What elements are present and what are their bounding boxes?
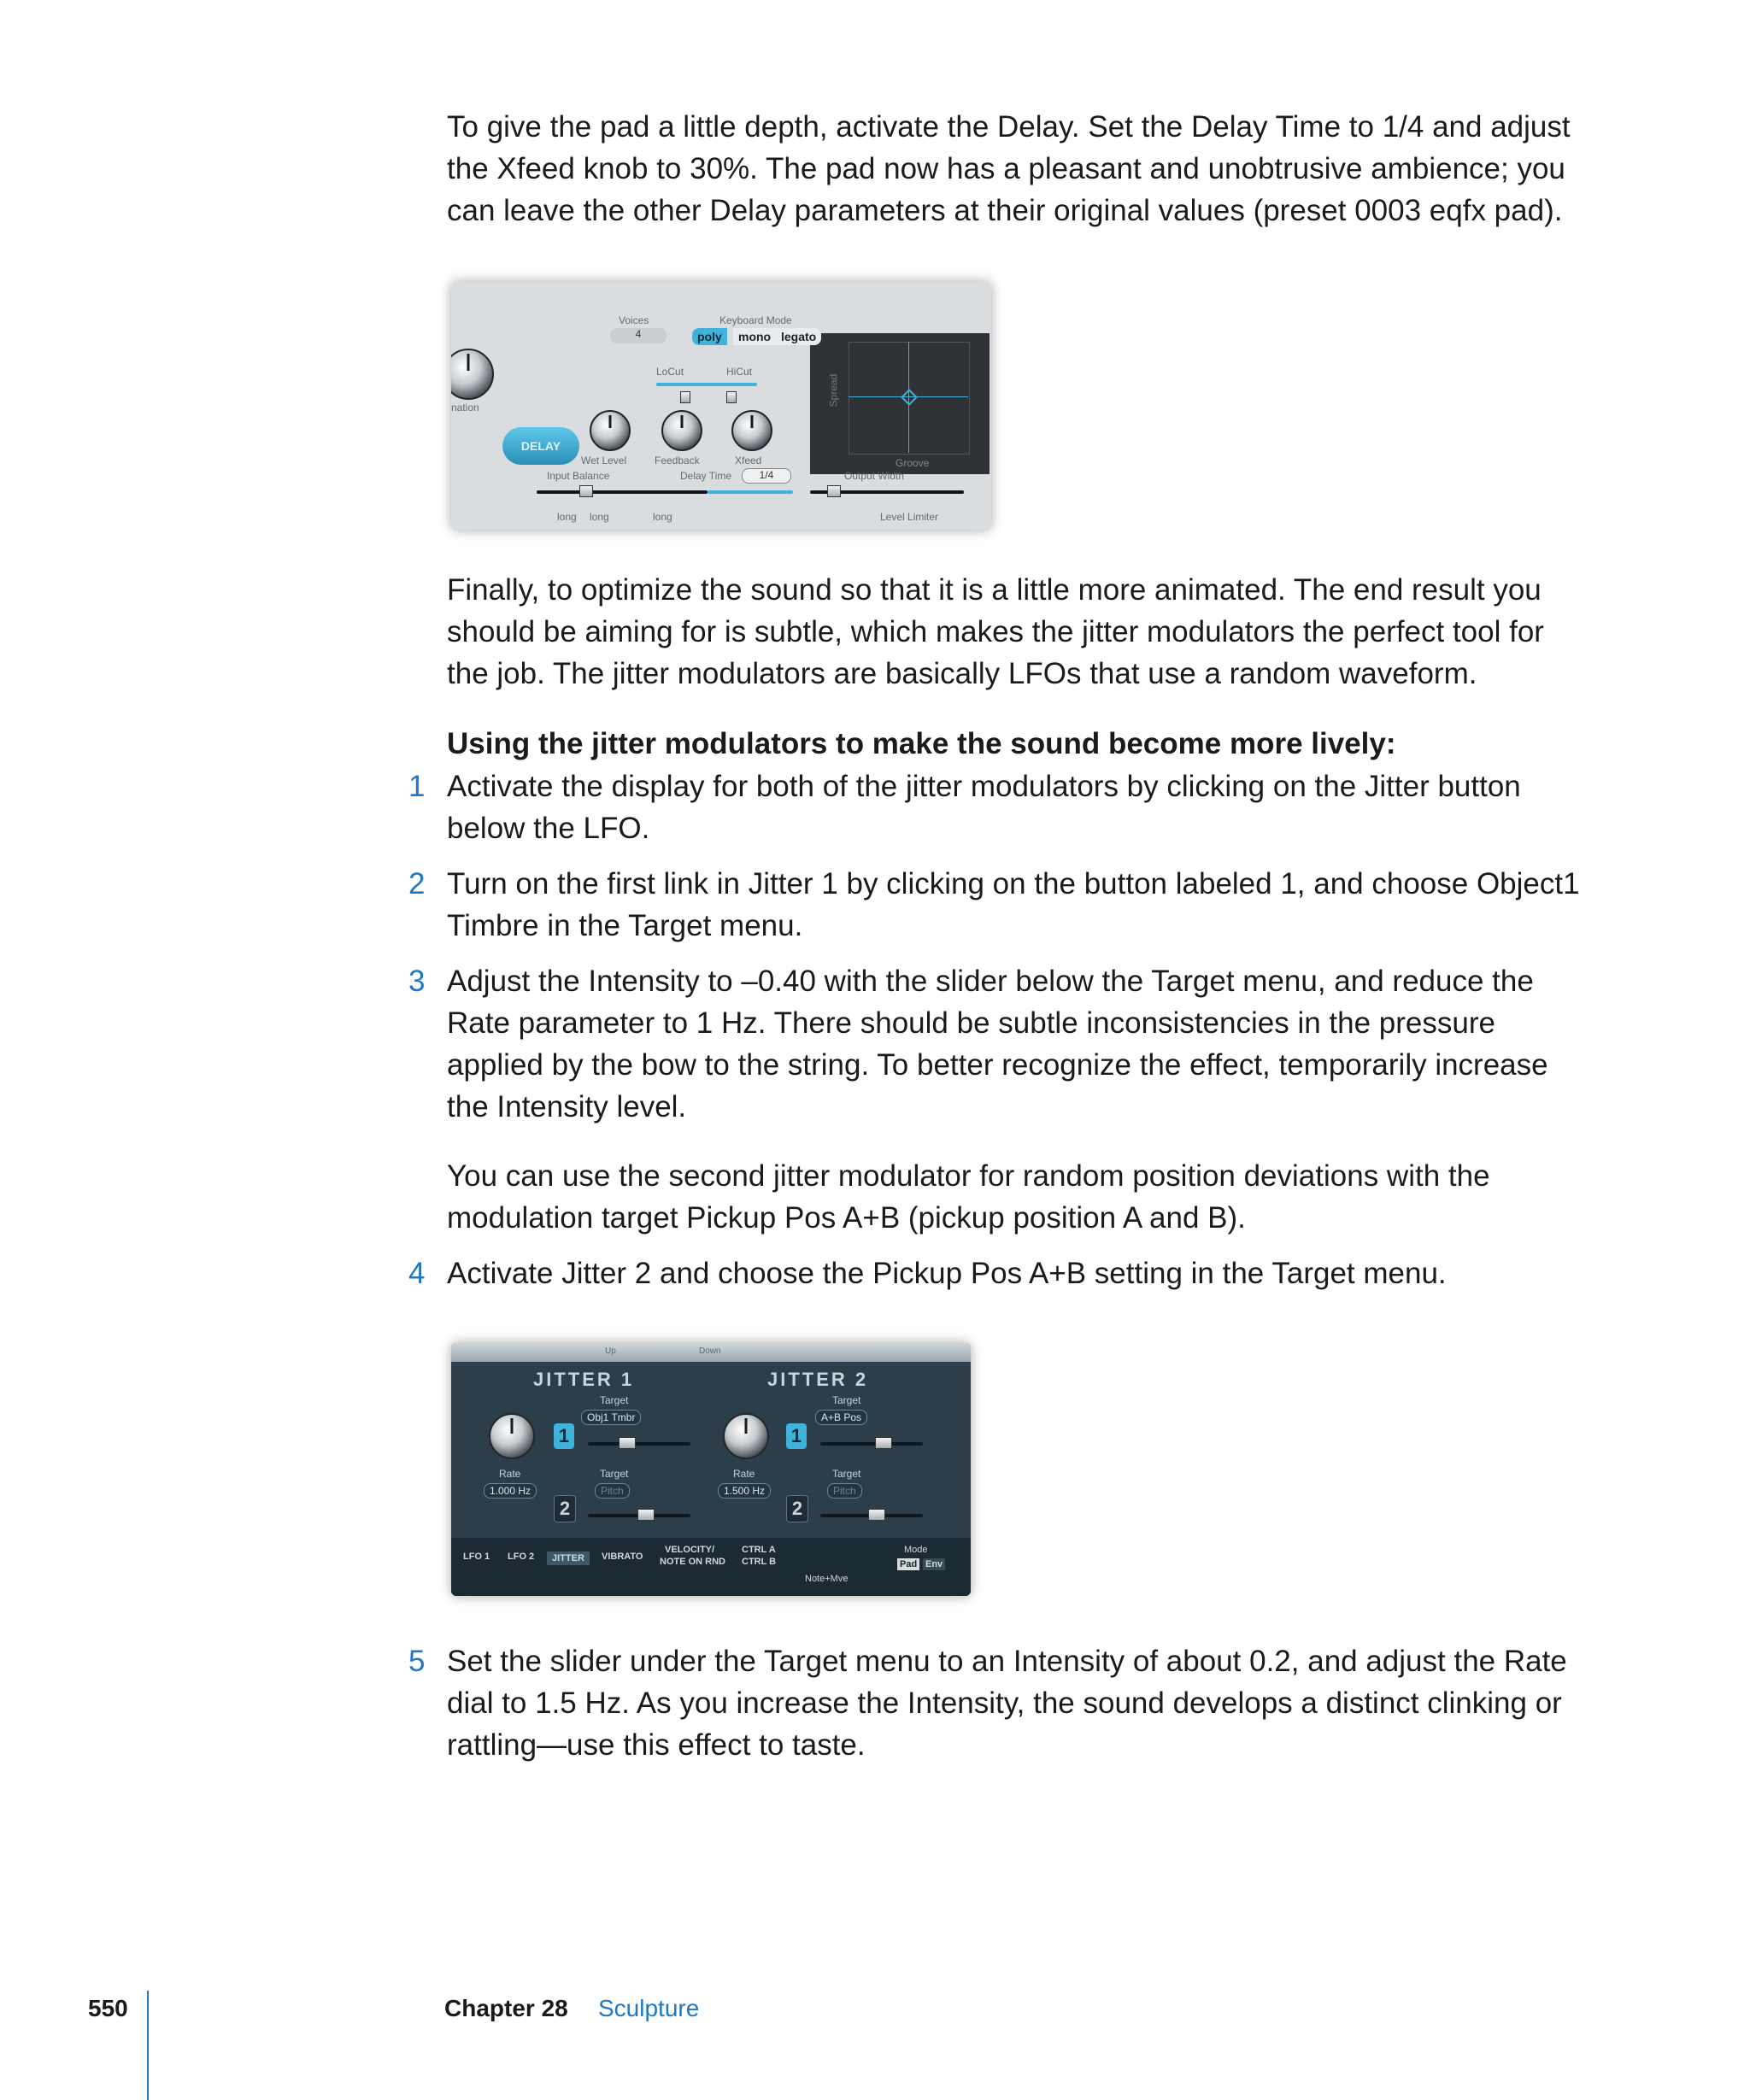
tab-lfo1[interactable]: LFO 1 [463, 1552, 490, 1562]
jitter1-intensity2-thumb[interactable] [637, 1509, 655, 1521]
step-text: Activate Jitter 2 and choose the Pickup Pos A+B setting in the Target menu. [447, 1257, 1447, 1290]
tab-velocity[interactable]: VELOCITY/ [665, 1545, 715, 1555]
page-number: 550 [88, 1995, 128, 2021]
jitter2-intensity1-slider[interactable] [820, 1442, 923, 1446]
wet-level-knob[interactable] [590, 410, 631, 451]
mode-legato-button[interactable]: legato [776, 328, 821, 345]
jitter1-title: JITTER 1 [533, 1369, 635, 1390]
delay-button[interactable]: DELAY [502, 427, 579, 465]
groove-label: Groove [896, 457, 930, 469]
jitter2-target1-menu[interactable]: A+B Pos [815, 1410, 867, 1425]
jitter2-title: JITTER 2 [767, 1369, 869, 1390]
jitter1-rate-knob[interactable] [489, 1413, 535, 1459]
procedure-heading: Using the jitter modulators to make the sound become more lively: [447, 727, 1396, 760]
jitter1-link2-button[interactable]: 2 [554, 1495, 576, 1522]
partial-label: nation [451, 402, 479, 414]
jitter2-intensity2-thumb[interactable] [868, 1509, 885, 1521]
input-balance-slider[interactable] [537, 490, 708, 494]
jitter1-intensity1-slider[interactable] [588, 1442, 690, 1446]
down-label: Down [699, 1346, 721, 1356]
delay-time-slider[interactable] [708, 490, 793, 494]
output-width-thumb[interactable] [827, 485, 841, 497]
jitter2-intensity1-thumb[interactable] [875, 1437, 892, 1449]
step-number: 3 [408, 965, 426, 998]
mode-label: Mode [904, 1545, 928, 1555]
mode-mono-button[interactable]: mono [733, 328, 776, 345]
modulator-tab-bar [451, 1538, 971, 1596]
step-text: Adjust the Intensity to –0.40 with the slider below the Target menu, and reduce the Rate parameter to 1 Hz. There should be subtle inconsistencies in the pressure applied by the bow to the string. To better recognize the effect, temporarily increase the Intensity level. [447, 965, 1548, 1123]
top-strip [451, 1343, 971, 1362]
jitter2-target1-label: Target [832, 1394, 861, 1406]
xfeed-knob[interactable] [731, 410, 772, 451]
hicut-label: HiCut [726, 366, 753, 378]
step-text: Activate the display for both of the jitter modulators by clicking on the Jitter button below the LFO. [447, 770, 1521, 845]
jitter2-rate-knob[interactable] [723, 1413, 769, 1459]
jitter1-target1-menu[interactable]: Obj1 Tmbr [581, 1410, 641, 1425]
jitter2-link2-button[interactable]: 2 [786, 1495, 808, 1522]
step-number: 2 [408, 867, 426, 900]
intro-paragraph: To give the pad a little depth, activate the Delay. Set the Delay Time to 1/4 and adjust the Xfeed knob to 30%. The pad now has a pleasant and unobtrusive ambience; you can leave the other Delay parameters at their original values (preset 0003 eqfx pad). [447, 110, 1571, 227]
tab-vibrato[interactable]: VIBRATO [602, 1552, 643, 1562]
mode-env-button[interactable]: Env [923, 1558, 945, 1570]
voices-label: Voices [619, 314, 649, 326]
fader-label-2: long [590, 511, 609, 523]
locut-thumb[interactable] [680, 391, 690, 403]
spread-label: Spread [827, 373, 840, 408]
delay-time-label: Delay Time [680, 470, 732, 482]
note-move-toggle[interactable]: Note+Mve [805, 1574, 849, 1584]
tab-lfo2[interactable]: LFO 2 [508, 1552, 535, 1562]
fader-label-3: long [653, 511, 672, 523]
locut-label: LoCut [656, 366, 684, 378]
groove-display [810, 333, 990, 474]
jitter1-target2-label: Target [600, 1468, 629, 1480]
input-balance-thumb[interactable] [579, 485, 593, 497]
level-limiter-label: Level Limiter [880, 511, 939, 523]
footer-chapter-title: Sculpture [598, 1995, 700, 2021]
xfeed-label: Xfeed [735, 455, 762, 466]
finally-paragraph: Finally, to optimize the sound so that it is a little more animated. The end result you should be aiming for is subtle, which makes the jitter modulators the perfect tool for the job. The jitter modulators are basically LFOs that use a random waveform. [447, 573, 1544, 690]
feedback-knob[interactable] [661, 410, 702, 451]
jitter2-rate-value[interactable]: 1.500 Hz [718, 1483, 771, 1499]
tab-ctrl-b[interactable]: CTRL B [742, 1557, 777, 1567]
input-balance-label: Input Balance [547, 470, 610, 482]
step-number: 4 [408, 1257, 426, 1290]
jitter-panel-screenshot [451, 1343, 971, 1596]
jitter2-target2-label: Target [832, 1468, 861, 1480]
jitter1-intensity1-thumb[interactable] [619, 1437, 636, 1449]
output-width-label: Output Width [844, 470, 905, 482]
jitter1-target2-menu[interactable]: Pitch [595, 1483, 630, 1499]
step-number: 5 [408, 1645, 426, 1678]
mode-pad-button[interactable]: Pad [897, 1558, 919, 1570]
delay-time-value[interactable]: 1/4 [742, 468, 791, 484]
left-partial-knob[interactable] [451, 349, 494, 400]
footer-rule [147, 1991, 149, 2100]
voices-value[interactable]: 4 [610, 328, 667, 343]
tab-note-on-rnd[interactable]: NOTE ON RND [660, 1557, 725, 1567]
mode-poly-button[interactable]: poly [692, 328, 727, 345]
jitter1-rate-label: Rate [499, 1468, 521, 1480]
jitter1-target1-label: Target [600, 1394, 629, 1406]
hicut-thumb[interactable] [726, 391, 737, 403]
footer-chapter: Chapter 28 [444, 1995, 568, 2021]
jitter2-target2-menu[interactable]: Pitch [827, 1483, 862, 1499]
tab-jitter[interactable]: JITTER [547, 1552, 590, 1565]
wet-level-label: Wet Level [581, 455, 627, 466]
jitter1-link1-button[interactable]: 1 [554, 1423, 574, 1449]
keyboard-mode-label: Keyboard Mode [719, 314, 792, 326]
jitter2-rate-label: Rate [733, 1468, 755, 1480]
step-number: 1 [408, 770, 426, 803]
second-jitter-paragraph: You can use the second jitter modulator for random position deviations with the modulation target Pickup Pos A+B (pickup position A and B). [447, 1159, 1490, 1235]
delay-panel-screenshot [451, 282, 991, 530]
step-text: Set the slider under the Target menu to an Intensity of about 0.2, and adjust the Rate dial to 1.5 Hz. As you increase the Intensity, the sound develops a distinct clinking or rattling—use this effect to taste. [447, 1645, 1567, 1762]
feedback-label: Feedback [655, 455, 700, 466]
filter-range-slider[interactable] [656, 383, 757, 386]
jitter1-rate-value[interactable]: 1.000 Hz [484, 1483, 537, 1499]
fader-label-1: long [557, 511, 577, 523]
tab-ctrl-a[interactable]: CTRL A [742, 1545, 776, 1555]
up-label: Up [605, 1346, 616, 1356]
jitter2-link1-button[interactable]: 1 [786, 1423, 807, 1449]
step-text: Turn on the first link in Jitter 1 by clicking on the button labeled 1, and choose Object1 Timbre in the Target menu. [447, 867, 1580, 942]
